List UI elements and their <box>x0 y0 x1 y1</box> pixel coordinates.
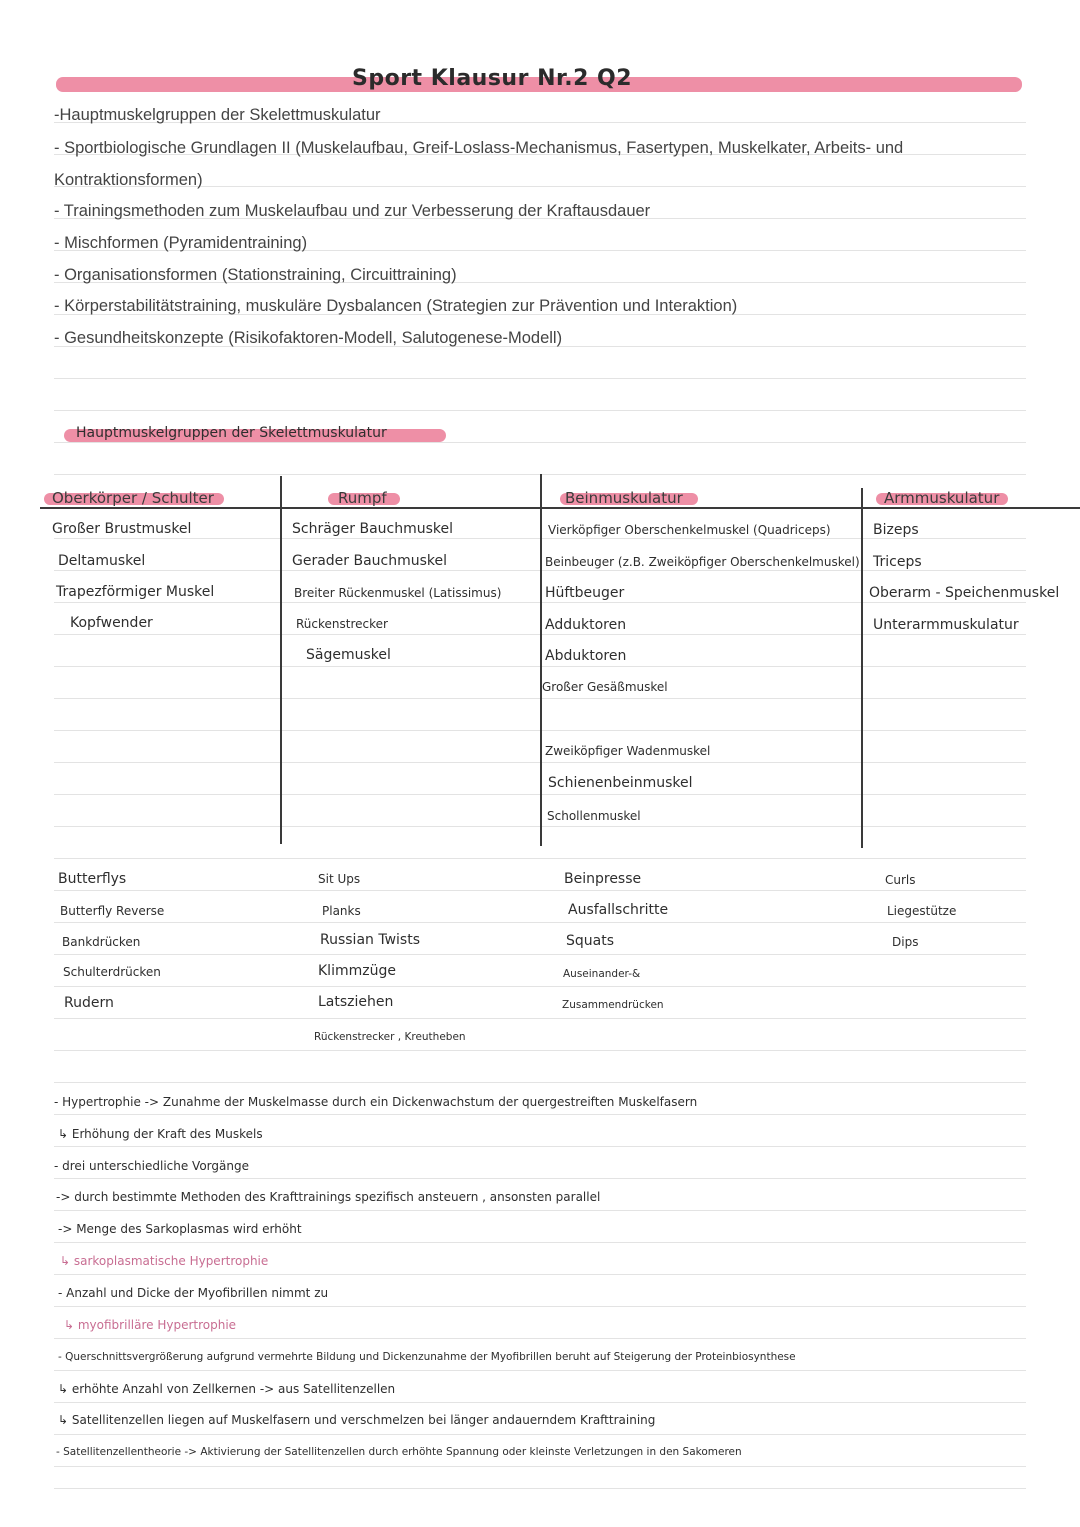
note-line: - drei unterschiedliche Vorgänge <box>54 1159 249 1173</box>
exercise-item: Schulterdrücken <box>63 965 161 979</box>
page-title: Sport Klausur Nr.2 Q2 <box>352 66 633 91</box>
topic-4: - Mischformen (Pyramidentraining) <box>54 234 308 252</box>
exercise-item: Auseinander-& <box>563 968 641 980</box>
muscle-item: Trapezförmiger Muskel <box>56 584 215 600</box>
exercise-item: Butterflys <box>58 871 127 887</box>
muscle-item: Sägemuskel <box>306 647 391 663</box>
topic-7: - Gesundheitskonzepte (Risikofaktoren-Modell, Salutogenese-Modell) <box>54 329 563 347</box>
muscle-item: Schräger Bauchmuskel <box>292 521 454 537</box>
table-header-line <box>40 507 1080 509</box>
topic-1: -Hauptmuskelgruppen der Skelettmuskulatur <box>54 106 381 124</box>
exercise-item: Beinpresse <box>564 871 642 887</box>
note-line-highlighted: ↳ myofibrilläre Hypertrophie <box>64 1318 237 1332</box>
exercise-item: Ausfallschritte <box>568 902 669 918</box>
topic-5: - Organisationsformen (Stationstraining, Circuittraining) <box>54 266 457 284</box>
muscle-item: Vierköpfiger Oberschenkelmuskel (Quadriceps) <box>548 523 831 537</box>
topic-2: - Sportbiologische Grundlagen II (Muskelaufbau, Greif-Loslass-Mechanismus, Fasertypen, Muskelkater, Arbeits- und <box>54 139 904 157</box>
exercise-item: Dips <box>892 935 919 949</box>
muscle-item: Deltamuskel <box>58 553 146 569</box>
exercise-item: Bankdrücken <box>62 935 141 949</box>
exercise-item: Zusammendrücken <box>562 999 664 1011</box>
exercise-item: Sit Ups <box>318 872 361 886</box>
note-line: ↳ erhöhte Anzahl von Zellkernen -> aus Satellitenzellen <box>58 1382 396 1396</box>
muscle-item: Großer Brustmuskel <box>52 521 192 537</box>
muscle-item: Beinbeuger (z.B. Zweiköpfiger Oberschenkelmuskel) <box>545 555 860 569</box>
muscle-item: Zweiköpfiger Wadenmuskel <box>545 744 711 758</box>
exercise-item: Butterfly Reverse <box>60 904 165 918</box>
note-line: - Satellitenzellentheorie -> Aktivierung der Satellitenzellen durch erhöhte Spannung oder kleinste Verletzungen in den Sakomeren <box>56 1446 742 1458</box>
exercise-item: Russian Twists <box>320 932 421 948</box>
column-divider-2 <box>540 474 542 846</box>
topic-6: - Körperstabilitätstraining, muskuläre Dysbalancen (Strategien zur Prävention und Interaktion) <box>54 297 738 315</box>
topic-3: - Trainingsmethoden zum Muskelaufbau und zur Verbesserung der Kraftausdauer <box>54 202 651 220</box>
exercise-item: Rudern <box>64 995 114 1011</box>
muscle-item: Gerader Bauchmuskel <box>292 553 448 569</box>
topic-2-cont: Kontraktionsformen) <box>54 171 203 189</box>
column-divider-3 <box>861 488 863 848</box>
muscle-item: Schollenmuskel <box>547 809 641 823</box>
column-heading-rumpf: Rumpf <box>338 489 387 507</box>
column-heading-oberkoerper: Oberkörper / Schulter <box>52 489 214 507</box>
muscle-item: Unterarmmuskulatur <box>873 617 1019 633</box>
exercise-item: Klimmzüge <box>318 963 396 979</box>
muscle-item: Kopfwender <box>70 615 153 631</box>
muscle-item: Schienenbeinmuskel <box>548 775 693 791</box>
column-divider-1 <box>280 476 282 844</box>
column-heading-bein: Beinmuskulatur <box>565 489 683 507</box>
muscle-item: Oberarm - Speichenmuskel <box>869 585 1060 601</box>
column-heading-arm: Armmuskulatur <box>884 489 1000 507</box>
note-line: - Hypertrophie -> Zunahme der Muskelmasse durch ein Dickenwachstum der quergestreiften Muskelfasern <box>54 1095 698 1109</box>
muscle-item: Hüftbeuger <box>545 585 625 601</box>
exercise-item: Latsziehen <box>318 994 394 1010</box>
muscle-item: Bizeps <box>873 522 919 538</box>
muscle-item: Adduktoren <box>545 617 627 633</box>
note-line-highlighted: ↳ sarkoplasmatische Hypertrophie <box>60 1254 269 1268</box>
note-line: - Querschnittsvergrößerung aufgrund vermehrte Bildung und Dickenzunahme der Myofibrillen beruht auf Steigerung der Proteinbiosynthese <box>58 1351 796 1363</box>
exercise-item: Curls <box>885 873 916 887</box>
exercise-item: Squats <box>566 933 615 949</box>
muscle-item: Großer Gesäßmuskel <box>542 680 668 694</box>
exercise-item: Liegestütze <box>887 904 957 918</box>
muscle-item: Triceps <box>873 554 922 570</box>
muscle-item: Breiter Rückenmuskel (Latissimus) <box>294 586 502 600</box>
muscle-item: Rückenstrecker <box>296 617 388 631</box>
note-line: - Anzahl und Dicke der Myofibrillen nimmt zu <box>58 1286 329 1300</box>
muscle-item: Abduktoren <box>545 648 627 664</box>
note-line: -> durch bestimmte Methoden des Krafttrainings spezifisch ansteuern , ansonsten parallel <box>56 1190 601 1204</box>
exercise-item: Planks <box>322 904 361 918</box>
note-line: ↳ Erhöhung der Kraft des Muskels <box>58 1127 263 1141</box>
section-heading: Hauptmuskelgruppen der Skelettmuskulatur <box>76 425 387 441</box>
note-line: -> Menge des Sarkoplasmas wird erhöht <box>58 1222 302 1236</box>
exercise-item: Rückenstrecker , Kreutheben <box>314 1031 466 1043</box>
note-line: ↳ Satellitenzellen liegen auf Muskelfasern und verschmelzen bei länger andauerndem Krafttraining <box>58 1413 656 1427</box>
